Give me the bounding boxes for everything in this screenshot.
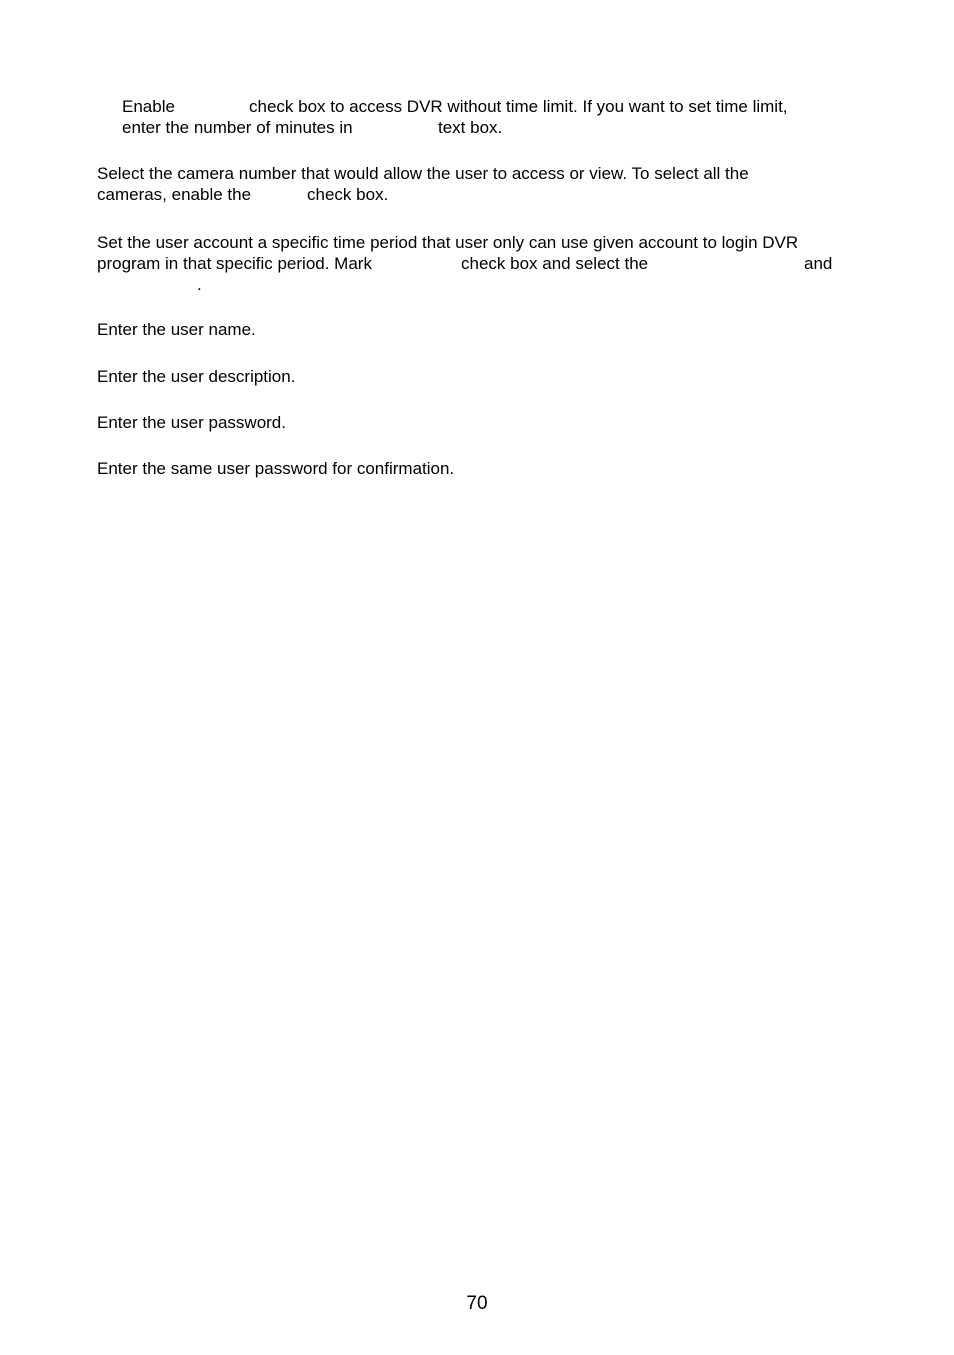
camera-text-2a: cameras, enable the [97,185,252,204]
camera-text-2b: check box. [307,185,389,204]
time-limit-text-2a: enter the number of minutes in [122,118,353,137]
period-text-3: . [197,275,202,294]
time-limit-text-2b: text box. [438,118,503,137]
confirm-password-text: Enter the same user password for confirmation. [97,459,455,478]
camera-text-1: Select the camera number that would allow the user to access or view. To select all the [97,164,749,183]
user-name-text: Enter the user name. [97,320,256,339]
time-limit-text-1a: Enable [122,97,175,116]
user-password-text: Enter the user password. [97,413,286,432]
period-text-1: Set the user account a specific time period that user only can use given account to login DVR [97,233,799,252]
period-text-2b: check box and select the [461,254,649,273]
period-text-2a: program in that specific period. Mark [97,254,372,273]
period-text-2c: and [804,254,833,273]
time-limit-text-1b: check box to access DVR without time limit. If you want to set time limit, [249,97,788,116]
user-description-text: Enter the user description. [97,367,296,386]
page-number: 70 [466,1293,488,1314]
